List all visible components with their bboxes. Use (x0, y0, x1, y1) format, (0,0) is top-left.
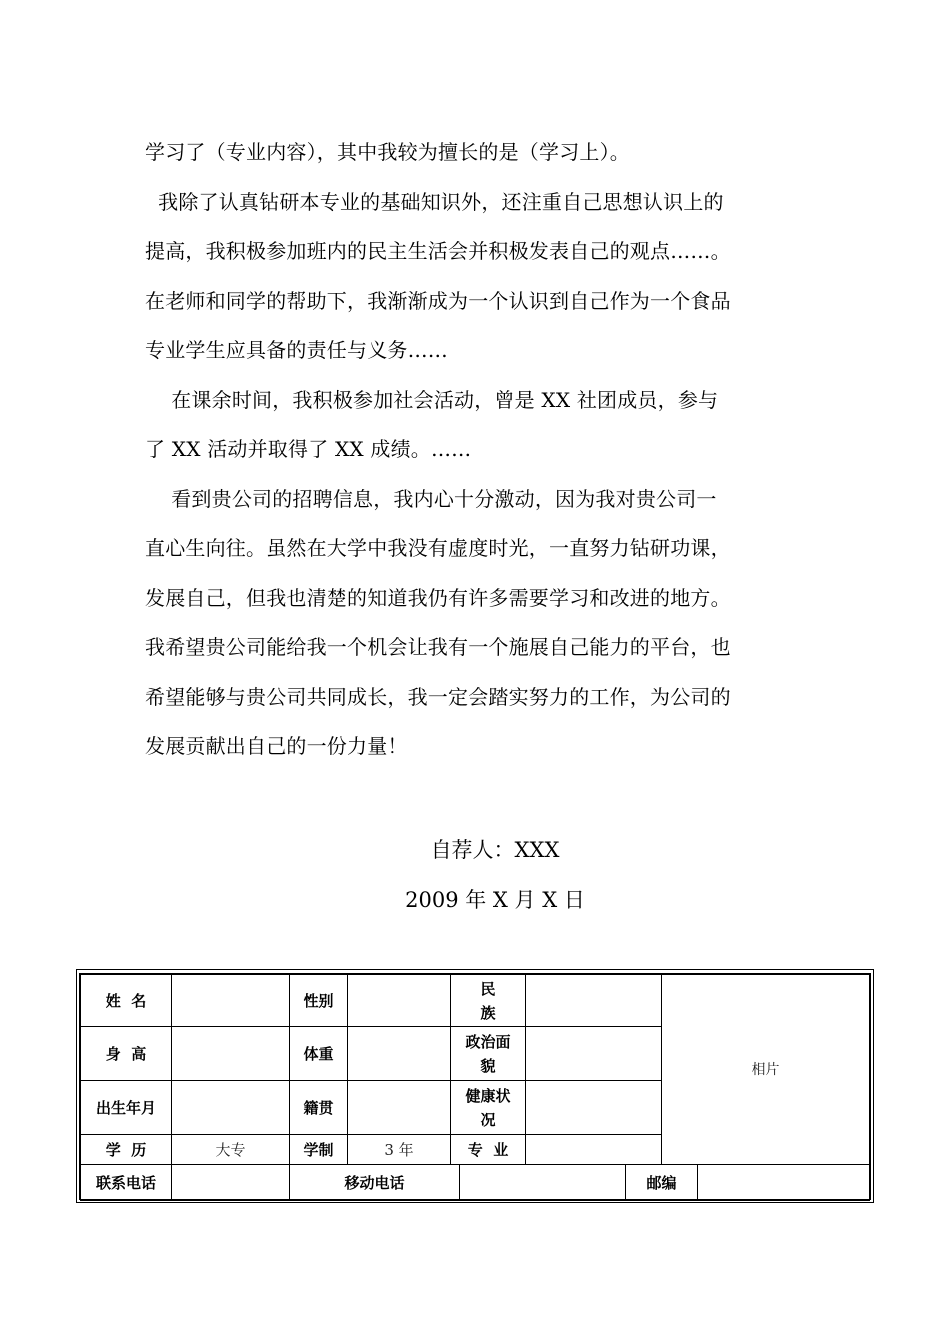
height-label: 身 高 (81, 1027, 172, 1081)
letter-line: 我希望贵公司能给我一个机会让我有一个施展自己能力的平台，也 (145, 635, 731, 659)
mobile-field[interactable] (460, 1165, 626, 1201)
duration-value[interactable]: 3 年 (348, 1135, 451, 1165)
ethnicity-field[interactable] (526, 975, 662, 1027)
signature-date: 2009 年 X 月 X 日 (405, 888, 585, 912)
letter-line: 了 XX 活动并取得了 XX 成绩。…… (145, 437, 472, 461)
birth-date-label: 出生年月 (81, 1081, 172, 1135)
height-field[interactable] (172, 1027, 290, 1081)
health-field[interactable] (526, 1081, 662, 1135)
contact-row (80, 1165, 870, 1201)
education-label: 学 历 (81, 1135, 172, 1165)
birth-date-field[interactable] (172, 1081, 290, 1135)
political-status-field[interactable] (526, 1027, 662, 1081)
weight-field[interactable] (348, 1027, 451, 1081)
letter-line: 学习了（专业内容），其中我较为擅长的是（学习上）。 (145, 140, 630, 164)
personal-info-form (76, 969, 874, 1203)
name-label: 姓 名 (81, 975, 172, 1027)
gender-label: 性别 (290, 975, 348, 1027)
native-place-label: 籍贯 (290, 1081, 348, 1135)
political-status-label: 政治面 貌 (451, 1027, 526, 1081)
letter-line: 专业学生应具备的责任与义务…… (145, 338, 448, 362)
letter-line: 在课余时间，我积极参加社会活动，曾是 XX 社团成员，参与 (145, 387, 719, 412)
letter-line: 发展自己，但我也清楚的知道我仍有许多需要学习和改进的地方。 (145, 585, 731, 610)
phone-field[interactable] (172, 1165, 290, 1201)
mobile-label: 移动电话 (290, 1165, 460, 1201)
weight-label: 体重 (290, 1027, 348, 1081)
personal-info-table (80, 974, 870, 1165)
phone-label: 联系电话 (81, 1165, 172, 1201)
letter-line: 看到贵公司的招聘信息，我内心十分激动，因为我对贵公司一 (145, 486, 717, 511)
letter-line: 直心生向往。虽然在大学中我没有虚度时光，一直努力钻研功课， (145, 536, 731, 560)
native-place-field[interactable] (348, 1081, 451, 1135)
letter-line: 希望能够与贵公司共同成长，我一定会踏实努力的工作，为公司的 (145, 684, 731, 709)
major-label: 专 业 (451, 1135, 526, 1165)
gender-field[interactable] (348, 975, 451, 1027)
ethnicity-label: 民 族 (451, 975, 526, 1027)
cover-letter-body (145, 128, 805, 772)
photo-area[interactable]: 相片 (662, 975, 870, 1165)
postcode-label: 邮编 (626, 1165, 698, 1201)
signature: 自荐人：XXX (430, 838, 560, 862)
postcode-field[interactable] (698, 1165, 870, 1201)
name-field[interactable] (172, 975, 290, 1027)
major-field[interactable] (526, 1135, 662, 1165)
duration-label: 学制 (290, 1135, 348, 1165)
letter-line: 发展贡献出自己的一份力量！ (145, 734, 408, 758)
health-label: 健康状 况 (451, 1081, 526, 1135)
letter-line: 我除了认真钻研本专业的基础知识外，还注重自己思想认识上的 (145, 189, 724, 214)
education-value[interactable]: 大专 (172, 1135, 290, 1165)
letter-line: 提高，我积极参加班内的民主生活会并积极发表自己的观点……。 (145, 239, 731, 263)
letter-line: 在老师和同学的帮助下，我渐渐成为一个认识到自己作为一个食品 (145, 288, 731, 313)
